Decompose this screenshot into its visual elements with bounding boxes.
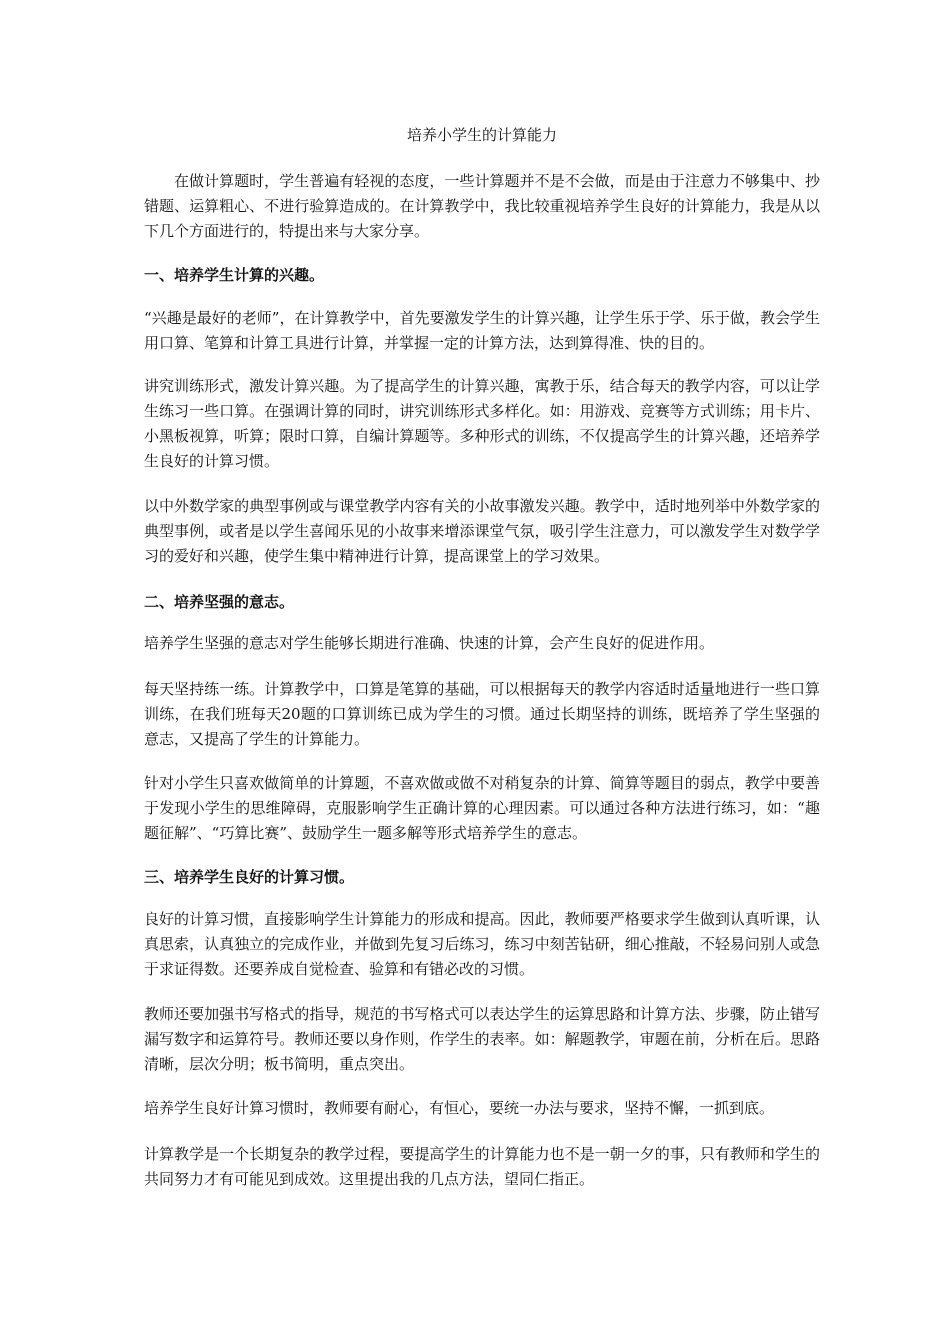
section-3-paragraph-4: 计算教学是一个长期复杂的教学过程，要提高学生的计算能力也不是一朝一夕的事，只有教师和学生的共同努力才有可能见到成效。这里提出我的几点方法，望同仁指正。 xyxy=(144,1145,820,1188)
section-3-paragraph-1: 良好的计算习惯，直接影响学生计算能力的形成和提高。因此，教师要严格要求学生做到认真听课，认真思索，认真独立的完成作业，并做到先复习后练习，练习中刻苦钻研，细心推敲，不轻易问别人或急于求证得数。还要养成自觉检查、验算和有错必改的习惯。 xyxy=(144,910,820,978)
intro-paragraph: 在做计算题时，学生普遍有轻视的态度，一些计算题并不是不会做，而是由于注意力不够集中、抄错题、运算粗心、不进行验算造成的。在计算教学中，我比较重视培养学生良好的计算能力，我是从以下几个方面进行的，特提出来与大家分享。 xyxy=(144,172,820,240)
section-3-heading: 三、培养学生良好的计算习惯。 xyxy=(144,868,355,886)
section-1-paragraph-1: “兴趣是最好的老师”，在计算教学中，首先要激发学生的计算兴趣，让学生乐于学、乐于做，教会学生用口算、笔算和计算工具进行计算，并掌握一定的计算方法，达到算得准、快的目的。 xyxy=(144,309,820,352)
section-1-paragraph-3: 以中外数学家的典型事例或与课堂教学内容有关的小故事激发兴趣。教学中，适时地列举中外数学家的典型事例，或者是以学生喜闻乐见的小故事来增添课堂气氛，吸引学生注意力，可以激发学生对数学学习的爱好和兴趣，使学生集中精神进行计算，提高课堂上的学习效果。 xyxy=(144,497,820,565)
section-3-paragraph-2: 教师还要加强书写格式的指导，规范的书写格式可以表达学生的运算思路和计算方法、步骤，防止错写漏写数字和运算符号。教师还要以身作则，作学生的表率。如：解题教学，审题在前，分析在后。思路清晰，层次分明；板书简明，重点突出。 xyxy=(144,1005,820,1073)
document-title: 培养小学生的计算能力 xyxy=(406,126,557,144)
section-1-paragraph-2: 讲究训练形式，激发计算兴趣。为了提高学生的计算兴趣，寓教于乐，结合每天的教学内容，可以让学生练习一些口算。在强调计算的同时，讲究训练形式多样化。如：用游戏、竞赛等方式训练；用卡片、小黑板视算，听算；限时口算，自编计算题等。多种形式的训练，不仅提高学生的计算兴趣，还培养学生良好的计算习惯。 xyxy=(144,377,820,470)
section-3-paragraph-3: 培养学生良好计算习惯时，教师要有耐心，有恒心，要统一办法与要求，坚持不懈，一抓到底。 xyxy=(144,1099,775,1117)
section-2-paragraph-1: 培养学生坚强的意志对学生能够长期进行准确、快速的计算，会产生良好的促进作用。 xyxy=(144,634,715,652)
section-1-heading: 一、培养学生计算的兴趣。 xyxy=(144,266,325,284)
section-2-paragraph-2: 每天坚持练一练。计算教学中，口算是笔算的基础，可以根据每天的教学内容适时适量地进行一些口算训练，在我们班每天20题的口算训练已成为学生的习惯。通过长期坚持的训练，既培养了学生坚强的意志，又提高了学生的计算能力。 xyxy=(144,680,820,748)
section-2-paragraph-3: 针对小学生只喜欢做简单的计算题，不喜欢做或做不对稍复杂的计算、简算等题目的弱点，教学中要善于发现小学生的思维障碍，克服影响学生正确计算的心理因素。可以通过各种方法进行练习，如：“趣题征解”、“巧算比赛”、鼓励学生一题多解等形式培养学生的意志。 xyxy=(144,774,820,842)
section-2-heading: 二、培养坚强的意志。 xyxy=(144,593,295,611)
